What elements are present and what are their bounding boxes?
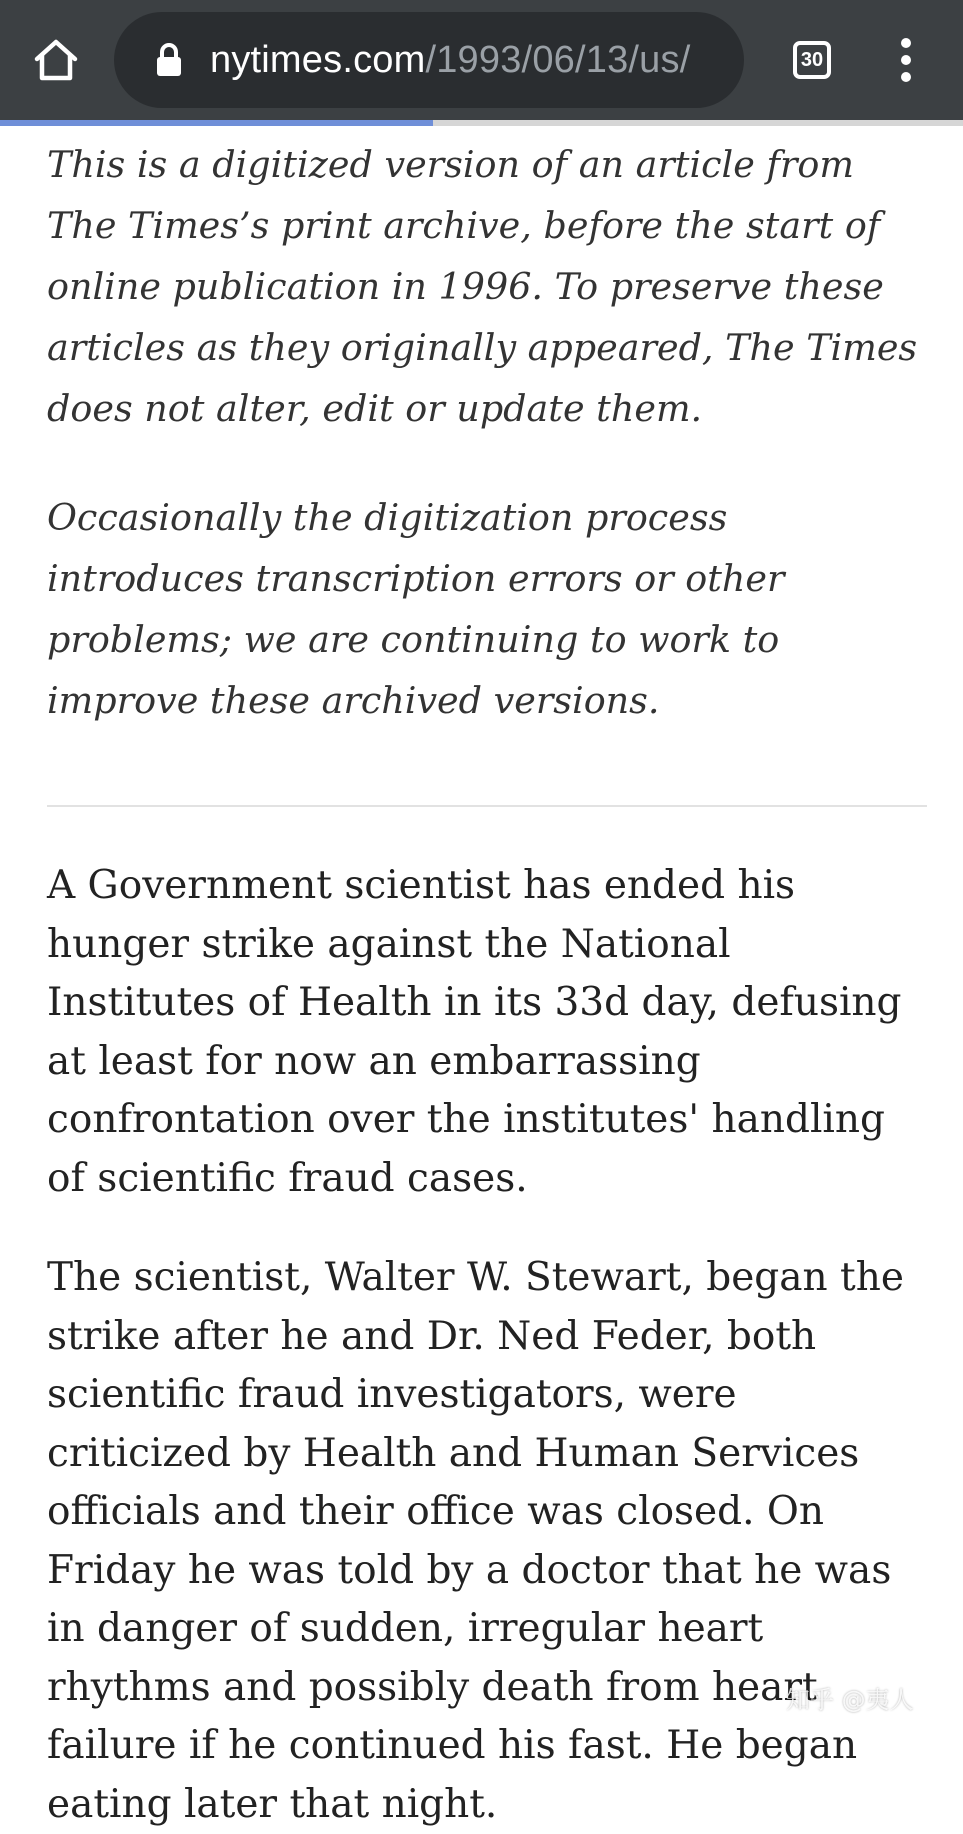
lock-icon[interactable] — [154, 42, 184, 78]
archive-note: Occasionally the digitization process introduces transcription errors or other problems; we are continuing to work to improve these archived versions. — [47, 496, 785, 722]
url-host: nytimes.com — [210, 38, 426, 81]
menu-dot-icon — [901, 38, 911, 48]
page-load-progress — [0, 120, 963, 126]
divider — [47, 805, 927, 807]
overflow-menu-button[interactable] — [886, 34, 926, 86]
url-path: /1993/06/13/us/ — [425, 38, 691, 81]
article-paragraph: The scientist, Walter W. Stewart, began the strike after he and Dr. Ned Feder, both scientific fraud investigators, were criticized by Health and Human Services officials and their office was closed. On Friday he was told by a doctor that he was in danger of sudden, irregular heart rhythms and possibly death from heart failure if he continued his fast. He began eating later that night. — [47, 1255, 904, 1827]
menu-dot-icon — [901, 72, 911, 82]
home-button[interactable] — [28, 30, 84, 90]
article-content — [47, 134, 927, 1834]
home-icon — [33, 37, 79, 83]
article-paragraph: A Government scientist has ended his hunger strike against the National Institutes of Health in its 33d day, defusing at least for now an embarrassing confrontation over the institutes' handling of scientific fraud cases. — [47, 863, 902, 1201]
tab-switcher-icon — [793, 41, 831, 79]
tab-count: 30 — [800, 48, 824, 71]
watermark: 知乎 @夷人 — [786, 1686, 914, 1714]
browser-toolbar — [0, 0, 963, 120]
menu-dot-icon — [901, 55, 911, 65]
url-text[interactable] — [210, 39, 730, 82]
address-bar[interactable] — [114, 12, 744, 108]
page-load-progress-fill — [0, 120, 433, 126]
tab-switcher-button[interactable] — [788, 36, 836, 84]
archive-note: This is a digitized version of an article from The Times’s print archive, before the start of online publication in 1996. To preserve these articles as they originally appeared, The Times does not alter, edit or update them. — [47, 143, 918, 430]
